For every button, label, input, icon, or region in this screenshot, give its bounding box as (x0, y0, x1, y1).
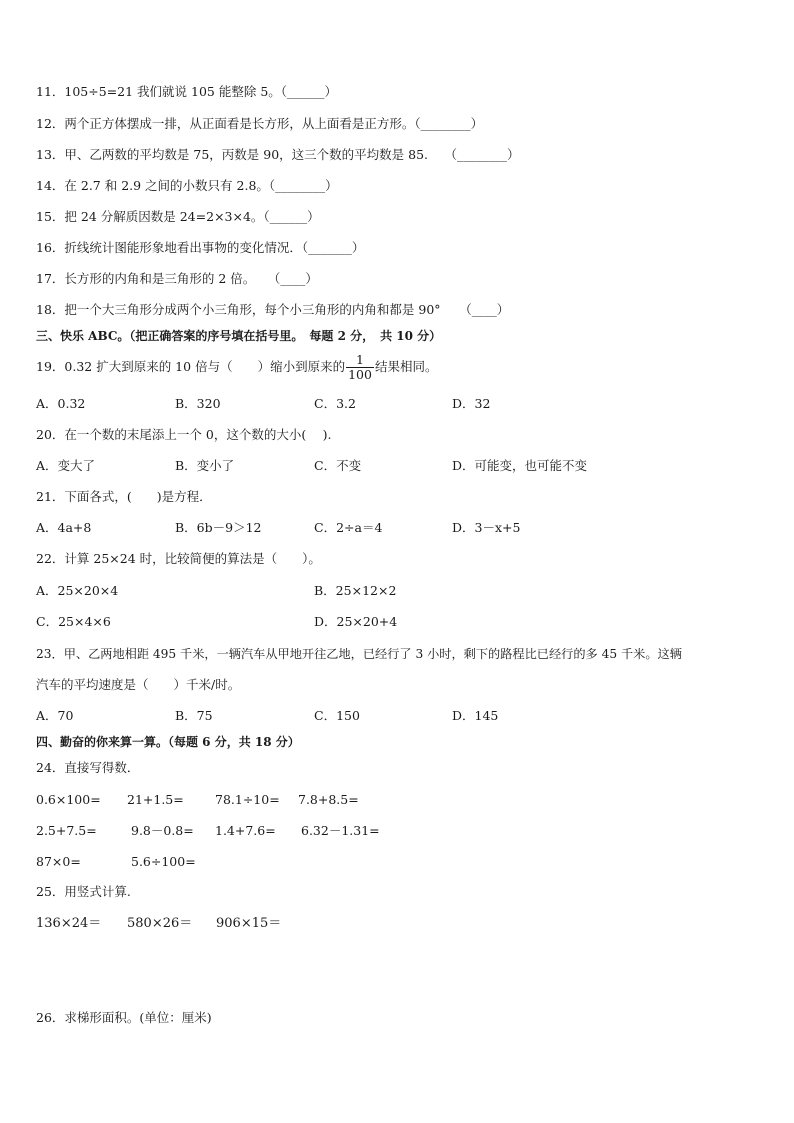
calc-item: 7.8+8.5= (298, 792, 359, 807)
question-17: 17．长方形的内角和是三角形的 2 倍。 （____） (36, 271, 318, 286)
answer-blank[interactable]: ____ (471, 302, 497, 317)
q21-option-c[interactable]: C．2÷a＝4 (314, 520, 383, 535)
question-20: 20．在一个数的末尾添上一个 0，这个数的大小( ). (36, 427, 332, 442)
vertical-calc-item: 136×24＝ (36, 916, 102, 931)
question-14: 14．在 2.7 和 2.9 之间的小数只有 2.8。（________） (36, 178, 338, 193)
answer-blank[interactable]: ________ (420, 116, 471, 131)
vertical-calc-item: 580×26＝ (127, 916, 193, 931)
question-23-line-2: 汽车的平均速度是（ ）千米/时。 (36, 677, 241, 692)
q22-option-a[interactable]: A．25×20×4 (36, 583, 119, 598)
section-3-heading: 三、快乐 ABC。（把正确答案的序号填在括号里。 每题 2 分， 共 10 分） (36, 329, 442, 343)
question-12: 12．两个正方体摆成一排，从正面看是长方形，从上面看是正方形。（________） (36, 116, 484, 131)
answer-blank[interactable]: ________ (275, 178, 326, 193)
q23-option-a[interactable]: A．70 (36, 708, 74, 723)
calc-item: 0.6×100= (36, 792, 101, 807)
question-16: 16．折线统计图能形象地看出事物的变化情况．（_______） (36, 240, 365, 255)
section-4-heading: 四、勤奋的你来算一算。（每题 6 分，共 18 分） (36, 735, 300, 749)
calc-item: 1.4+7.6= (215, 823, 276, 838)
q19-option-b[interactable]: B．320 (175, 396, 221, 411)
q20-option-c[interactable]: C．不变 (314, 458, 362, 473)
q22-option-b[interactable]: B．25×12×2 (314, 583, 397, 598)
calc-item: 2.5+7.5= (36, 823, 97, 838)
q20-option-d[interactable]: D．可能变，也可能不变 (452, 458, 588, 473)
q20-option-b[interactable]: B．变小了 (175, 458, 235, 473)
answer-blank[interactable]: ________ (457, 147, 507, 162)
question-25-title: 25．用竖式计算. (36, 884, 131, 899)
question-22: 22．计算 25×24 时，比较简便的算法是（ ）。 (36, 551, 321, 566)
q19-option-c[interactable]: C．3.2 (314, 396, 356, 411)
question-21: 21．下面各式，( )是方程． (36, 489, 212, 504)
question-26-title: 26．求梯形面积。(单位：厘米) (36, 1010, 212, 1025)
answer-blank[interactable]: ______ (287, 84, 325, 99)
calc-item: 87×0= (36, 854, 81, 869)
question-11: 11．105÷5=21 我们就说 105 能整除 5。（______） (36, 84, 338, 99)
q20-option-a[interactable]: A．变大了 (36, 458, 96, 473)
fraction: $\frac{1}{100}$ (348, 352, 372, 382)
q21-option-b[interactable]: B．6b－9＞12 (175, 520, 262, 535)
question-15: 15．把 24 分解质因数是 24=2×3×4。（______） (36, 209, 320, 224)
answer-blank[interactable]: _______ (308, 240, 352, 255)
vertical-calc-item: 906×15＝ (216, 916, 282, 931)
question-23-line-1: 23．甲、乙两地相距 495 千米，一辆汽车从甲地开往乙地，已经行了 3 小时，剩下的路程比已经行的多 45 千米。这辆 (36, 647, 682, 661)
question-24-title: 24．直接写得数． (36, 760, 140, 775)
q22-option-d[interactable]: D．25×20+4 (314, 614, 398, 629)
calc-item: 5.6÷100= (131, 854, 196, 869)
q21-option-a[interactable]: A．4a+8 (36, 520, 92, 535)
calc-item: 78.1÷10= (215, 792, 280, 807)
q19-option-d[interactable]: D．32 (452, 396, 491, 411)
calc-item: 6.32－1.31= (301, 823, 380, 838)
calc-item: 9.8－0.8= (131, 823, 194, 838)
q23-option-d[interactable]: D．145 (452, 708, 499, 723)
q21-option-d[interactable]: D．3－x+5 (452, 520, 521, 535)
q22-option-c[interactable]: C．25×4×6 (36, 614, 111, 629)
answer-blank[interactable]: ______ (269, 209, 308, 224)
calc-item: 21+1.5= (127, 792, 184, 807)
answer-blank[interactable]: ____ (280, 271, 306, 286)
question-13: 13．甲、乙两数的平均数是 75，丙数是 90，这三个数的平均数是 85. （________） (36, 147, 520, 162)
question-18: 18．把一个大三角形分成两个小三角形，每个小三角形的内角和都是 90° （____） (36, 302, 510, 317)
q23-option-b[interactable]: B．75 (175, 708, 213, 723)
q19-option-a[interactable]: A．0.32 (36, 396, 86, 411)
q23-option-c[interactable]: C．150 (314, 708, 360, 723)
question-19: 19．0.32 扩大到原来的 10 倍与（ ）缩小到原来的 $\frac{1}{100}$ 结果相同。 (36, 352, 438, 382)
